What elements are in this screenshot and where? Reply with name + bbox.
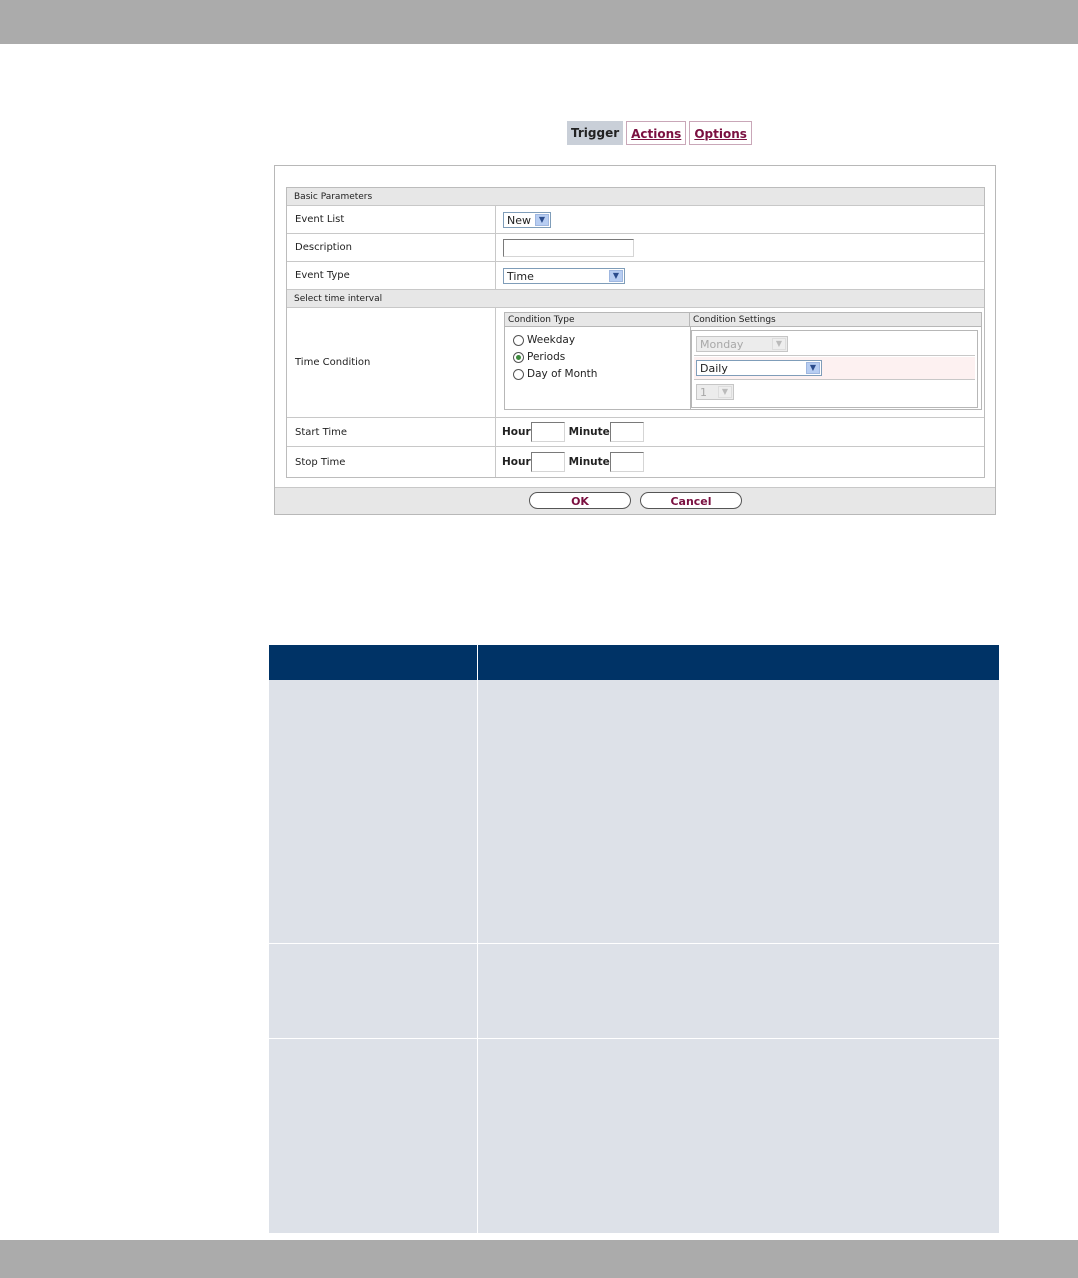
section-basic-parameters: Basic Parameters [287, 188, 984, 206]
weekday-row [694, 333, 975, 356]
condition-type-header: Condition Type [505, 313, 690, 327]
trigger-form-panel [274, 165, 996, 515]
row-description [287, 234, 984, 262]
start-hour-label: Hour [502, 426, 531, 438]
event-type-label: Event Type [287, 262, 496, 289]
tab-trigger[interactable]: Trigger [567, 121, 623, 145]
chevron-down-icon: ▼ [609, 270, 623, 282]
start-time-label: Start Time [287, 418, 496, 446]
radio-day-of-month[interactable] [513, 368, 597, 380]
row-event-type [287, 262, 984, 290]
radio-weekday-label: Weekday [527, 334, 576, 346]
start-hour-input[interactable] [531, 422, 565, 442]
stop-hour-label: Hour [502, 456, 531, 468]
table-row [269, 1039, 999, 1233]
radio-circle-icon [513, 369, 524, 380]
top-bar [0, 0, 1078, 44]
description-label: Description [287, 234, 496, 261]
stop-hour-input[interactable] [531, 452, 565, 472]
event-type-select[interactable] [503, 268, 625, 284]
tab-options[interactable]: Options [689, 121, 752, 145]
table-row [269, 680, 999, 943]
radio-circle-icon [513, 335, 524, 346]
day-row [694, 381, 975, 404]
cancel-button[interactable]: Cancel [640, 492, 742, 509]
row-time-condition [287, 308, 984, 418]
weekday-value: Monday [700, 338, 744, 351]
radio-periods-label: Periods [527, 351, 566, 363]
form-table [286, 187, 985, 478]
condition-box [504, 312, 982, 410]
chevron-down-icon: ▼ [806, 362, 820, 374]
stop-minute-input[interactable] [610, 452, 644, 472]
table-header-col-1 [269, 645, 478, 680]
event-type-value: Time [507, 269, 534, 283]
table-row [269, 944, 999, 1038]
event-list-label: Event List [287, 206, 496, 233]
start-minute-input[interactable] [610, 422, 644, 442]
chevron-down-icon: ▼ [718, 386, 732, 398]
period-row [694, 357, 975, 380]
event-list-value: New [507, 213, 531, 227]
button-bar [275, 487, 995, 514]
stop-minute-label: Minute [568, 456, 610, 468]
row-stop-time [287, 447, 984, 477]
day-value: 1 [700, 386, 707, 399]
description-table [269, 645, 999, 1233]
day-select[interactable] [696, 384, 734, 400]
condition-settings-header: Condition Settings [690, 313, 981, 327]
condition-settings [691, 330, 978, 408]
tab-actions[interactable]: Actions [626, 121, 686, 145]
radio-weekday[interactable] [513, 334, 575, 346]
row-start-time [287, 418, 984, 447]
start-minute-label: Minute [568, 426, 610, 438]
radio-selected-icon [513, 352, 524, 363]
period-select[interactable] [696, 360, 822, 376]
stop-time-label: Stop Time [287, 447, 496, 477]
table-header [269, 645, 999, 680]
time-condition-label: Time Condition [287, 308, 496, 417]
weekday-select[interactable] [696, 336, 788, 352]
event-list-select[interactable] [503, 212, 551, 228]
description-input[interactable] [503, 239, 634, 257]
tab-bar [567, 121, 752, 145]
radio-day-of-month-label: Day of Month [527, 368, 598, 380]
period-value: Daily [700, 362, 728, 375]
section-select-time-interval: Select time interval [287, 290, 984, 308]
chevron-down-icon: ▼ [772, 338, 786, 350]
bottom-bar [0, 1240, 1078, 1278]
chevron-down-icon: ▼ [535, 214, 549, 226]
radio-periods[interactable] [513, 351, 565, 363]
ok-button[interactable]: OK [529, 492, 631, 509]
row-event-list [287, 206, 984, 234]
